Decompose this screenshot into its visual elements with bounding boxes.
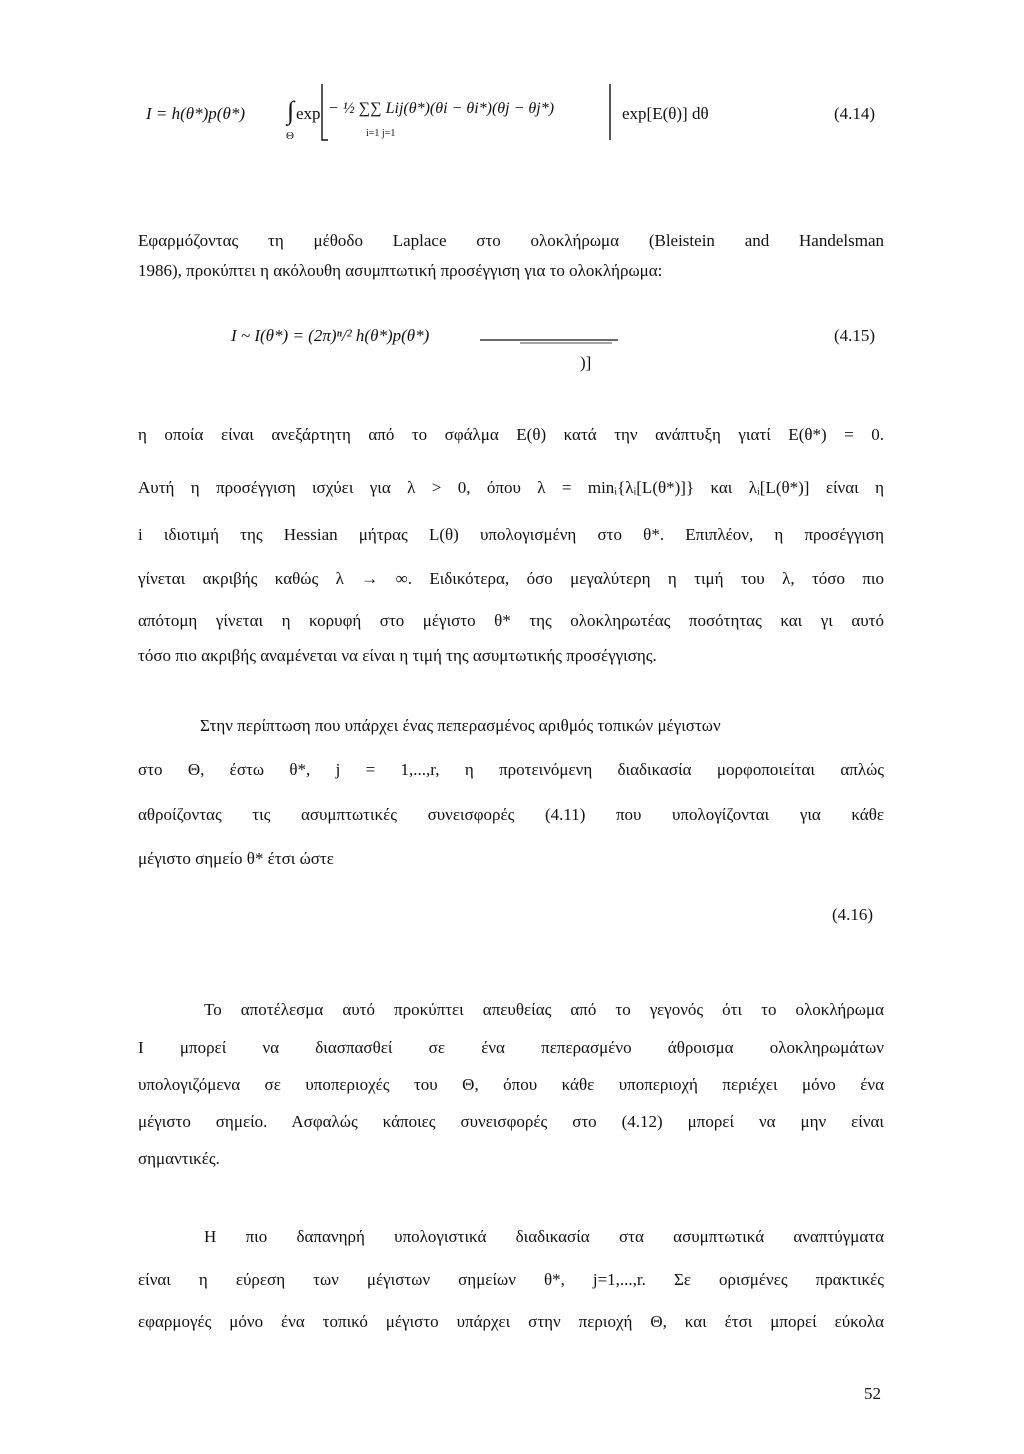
text-line: αθροίζοντας τις ασυμπτωτικές συνεισφορές (4.11) που υπολογίζονται για κάθε xyxy=(138,805,884,824)
text-line: σημαντικές. xyxy=(138,1149,220,1168)
equation-lhs: I = h(θ*)p(θ*) xyxy=(146,104,245,123)
equation-number-4-16: (4.16) xyxy=(832,905,874,924)
equation-number: (4.15) xyxy=(834,326,876,345)
text-line: Το αποτέλεσμα αυτό προκύπτει απευθείας από το γεγονός ότι το ολοκλήρωμα xyxy=(204,1000,884,1019)
equation-rhs: exp[E(θ)] dθ xyxy=(622,104,709,123)
text-line: Εφαρμόζοντας τη μέθοδο Laplace στο ολοκλήρωμα (Bleistein and Handelsman xyxy=(138,231,884,250)
text-line: Η πιο δαπανηρή υπολογιστικά διαδικασία στα ασυμπτωτικά αναπτύγματα xyxy=(204,1227,884,1246)
text-line: απότομη γίνεται η κορυφή στο μέγιστο θ* της ολοκληρωτέας ποσότητας και γι αυτό xyxy=(138,611,884,630)
sum-limits: i=1 j=1 xyxy=(366,128,396,139)
text-line: εφαρμογές μόνο ένα τοπικό μέγιστο υπάρχει στην περιοχή Θ, και έτσι μπορεί εύκολα xyxy=(138,1312,884,1331)
equation-number: (4.14) xyxy=(834,104,876,123)
integral-sign: ∫ xyxy=(287,96,295,125)
text-line: υπολογιζόμενα σε υποπεριοχές του Θ, όπου κάθε υποπεριοχή περιέχει μόνο ένα xyxy=(138,1075,884,1094)
text-line: μέγιστο σημείο θ* έτσι ώστε xyxy=(138,849,334,868)
page-number: 52 xyxy=(864,1384,881,1403)
text-line: η οποία είναι ανεξάρτητη από το σφάλμα E(θ) κατά την ανάπτυξη γιατί E(θ*) = 0. xyxy=(138,425,884,444)
exp-word: exp xyxy=(296,104,321,123)
text-line: τόσο πιο ακριβής αναμένεται να είναι η τιμή της ασυμτωτικής προσέγγισης. xyxy=(138,646,657,665)
text-line: 1986), προκύπτει η ακόλουθη ασυμπτωτική προσέγγιση για το ολοκλήρωμα: xyxy=(138,261,663,280)
text-line: στο Θ, έστω θ*, j = 1,...,r, η προτεινόμενη διαδικασία μορφοποιείται απλώς xyxy=(138,760,884,779)
text-line: Στην περίπτωση που υπάρχει ένας πεπερασμένος αριθμός τοπικών μέγιστων xyxy=(200,716,721,735)
text-line: i ιδιοτιμή της Hessian μήτρας L(θ) υπολογισμένη στο θ*. Επιπλέον, η προσέγγιση xyxy=(138,525,884,544)
equation-body: I ~ I(θ*) = (2π)ⁿ/² h(θ*)p(θ*) xyxy=(231,326,430,345)
bracket-body: − ½ ∑∑ Lij(θ*)(θi − θi*)(θj − θj*) xyxy=(328,100,555,117)
denominator-tail: )] xyxy=(580,353,592,372)
text-line: I μπορεί να διασπασθεί σε ένα πεπερασμένο άθροισμα ολοκληρωμάτων xyxy=(138,1038,884,1057)
text-line: γίνεται ακριβής καθώς λ → ∞. Ειδικότερα, όσο μεγαλύτερη η τιμή του λ, τόσο πιο xyxy=(138,569,884,588)
text-line: μέγιστο σημείο. Ασφαλώς κάποιες συνεισφορές στο (4.12) μπορεί να μην είναι xyxy=(138,1112,884,1131)
fraction-bar xyxy=(480,334,620,346)
text-line: Αυτή η προσέγγιση ισχύει για λ > 0, όπου λ = minᵢ{λᵢ[L(θ*)]} και λᵢ[L(θ*)] είναι η xyxy=(138,478,884,497)
text-line: είναι η εύρεση των μέγιστων σημείων θ*, j=1,...,r. Σε ορισμένες πρακτικές xyxy=(138,1270,884,1289)
integral-domain: Θ xyxy=(286,130,294,142)
